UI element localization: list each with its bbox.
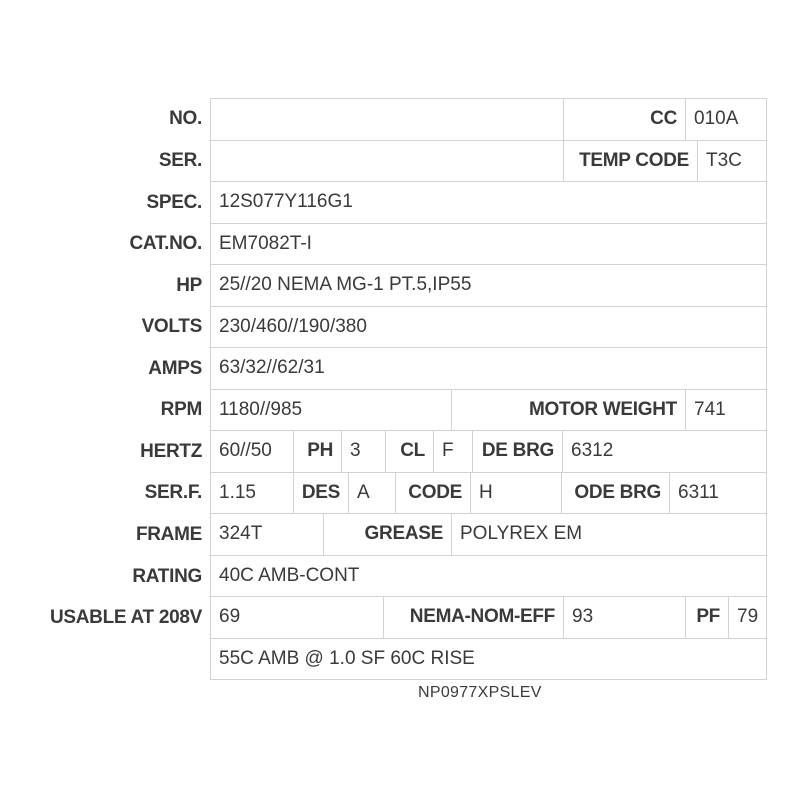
label-frame: FRAME (135, 524, 202, 545)
value-ph: 3 (342, 431, 386, 473)
value-hp: 25//20 NEMA MG-1 PT.5,IP55 (211, 265, 767, 307)
value-ser (211, 141, 564, 182)
value-code: H (471, 473, 562, 514)
value-des: A (349, 473, 396, 514)
label-spec: SPEC. (146, 192, 202, 213)
value-rise-note: 55C AMB @ 1.0 SF 60C RISE (211, 639, 767, 680)
key-code: CODE (396, 473, 471, 514)
key-nema-nom-eff: NEMA-NOM-EFF (384, 597, 564, 639)
label-usable-at-208v: USABLE AT 208V (49, 607, 202, 628)
key-temp-code: TEMP CODE (564, 141, 698, 182)
label-cat-no: CAT.NO. (129, 233, 202, 254)
value-spec: 12S077Y116G1 (211, 182, 767, 224)
value-usable-at-208v: 69 (211, 597, 384, 639)
key-cc: CC (564, 99, 686, 141)
value-hertz: 60//50 (211, 431, 294, 473)
label-ser: SER. (158, 150, 202, 171)
value-pf: 79 (729, 597, 767, 639)
value-de-brg: 6312 (563, 431, 767, 473)
key-de-brg: DE BRG (473, 431, 563, 473)
label-rpm: RPM (160, 399, 202, 420)
key-grease: GREASE (324, 514, 452, 556)
part-number-footer: NP0977XPSLEV (418, 684, 542, 701)
value-frame: 324T (211, 514, 324, 556)
value-motor-weight: 741 (686, 390, 767, 431)
value-ser-f: 1.15 (211, 473, 294, 514)
key-motor-weight: MOTOR WEIGHT (452, 390, 686, 431)
value-temp-code: T3C (698, 141, 767, 182)
value-ode-brg: 6311 (670, 473, 767, 514)
label-amps: AMPS (148, 358, 202, 379)
label-ser-f: SER.F. (144, 482, 202, 503)
label-hp: HP (176, 275, 202, 296)
value-no (211, 99, 564, 141)
value-nema-nom-eff: 93 (564, 597, 686, 639)
key-cl: CL (386, 431, 434, 473)
value-cat-no: EM7082T-I (211, 224, 767, 265)
value-cl: F (434, 431, 473, 473)
value-rpm: 1180//985 (211, 390, 452, 431)
key-des: DES (294, 473, 349, 514)
label-volts: VOLTS (141, 316, 202, 337)
label-no: NO. (169, 108, 202, 129)
key-pf: PF (686, 597, 729, 639)
value-volts: 230/460//190/380 (211, 307, 767, 348)
value-rating: 40C AMB-CONT (211, 556, 767, 597)
value-grease: POLYREX EM (452, 514, 767, 556)
label-rating: RATING (132, 566, 202, 587)
key-ode-brg: ODE BRG (562, 473, 670, 514)
label-hertz: HERTZ (140, 441, 202, 462)
nameplate-grid (210, 98, 767, 680)
key-ph: PH (294, 431, 342, 473)
value-amps: 63/32//62/31 (211, 348, 767, 390)
value-cc: 010A (686, 99, 767, 141)
